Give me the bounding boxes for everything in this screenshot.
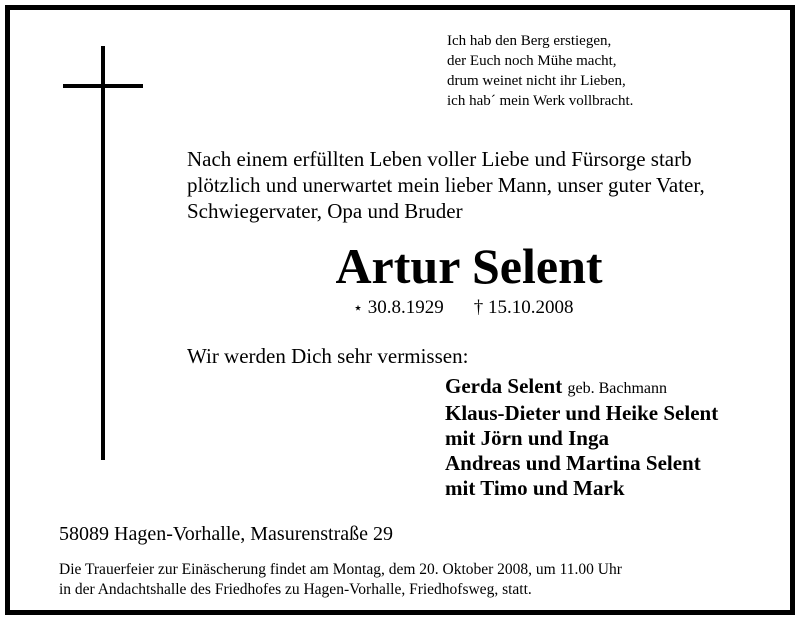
- family-line: Klaus-Dieter und Heike Selent: [445, 401, 719, 425]
- maiden-name-note: geb. Bachmann: [567, 380, 668, 397]
- deceased-name: Artur Selent: [335, 238, 603, 294]
- poem-verse: [447, 31, 633, 111]
- family-line: mit Jörn und Inga: [445, 426, 609, 450]
- family-line: mit Timo und Mark: [445, 476, 625, 500]
- life-dates: [353, 296, 574, 321]
- intro-line: Nach einem erfüllten Leben voller Liebe und Fürsorge starb: [187, 147, 692, 171]
- widow-name: Gerda Selent: [445, 374, 563, 398]
- poem-line: der Euch noch Mühe macht,: [447, 53, 617, 69]
- intro-line: plötzlich und unerwartet mein lieber Mann, unser guter Vater,: [187, 173, 705, 197]
- cross-horizontal-bar: [63, 84, 143, 88]
- birth-date: 30.8.1929: [367, 297, 444, 318]
- family-signatures: [445, 374, 718, 501]
- obituary-notice: [5, 5, 795, 615]
- poem-line: ich hab´ mein Werk vollbracht.: [447, 93, 634, 109]
- ceremony-line: Die Trauerfeier zur Einäscherung findet am Montag, dem 20. Oktober 2008, um 11.00 Uhr: [59, 561, 622, 578]
- ceremony-info: [59, 560, 622, 600]
- intro-text: [187, 146, 705, 224]
- death-date: 15.10.2008: [488, 297, 574, 318]
- family-address: 58089 Hagen-Vorhalle, Masurenstraße 29: [59, 523, 393, 545]
- poem-line: drum weinet nicht ihr Lieben,: [447, 73, 626, 89]
- ceremony-line: in der Andachtshalle des Friedhofes zu Hagen-Vorhalle, Friedhofsweg, statt.: [59, 581, 532, 598]
- closing-line: Wir werden Dich sehr vermissen:: [187, 344, 469, 368]
- intro-line: Schwiegervater, Opa und Bruder: [187, 199, 463, 223]
- death-dagger-icon: †: [473, 297, 484, 318]
- family-line: Andreas und Martina Selent: [445, 451, 701, 475]
- birth-star-icon: ⋆: [353, 300, 364, 317]
- family-line: [445, 374, 718, 401]
- poem-line: Ich hab den Berg erstiegen,: [447, 33, 612, 49]
